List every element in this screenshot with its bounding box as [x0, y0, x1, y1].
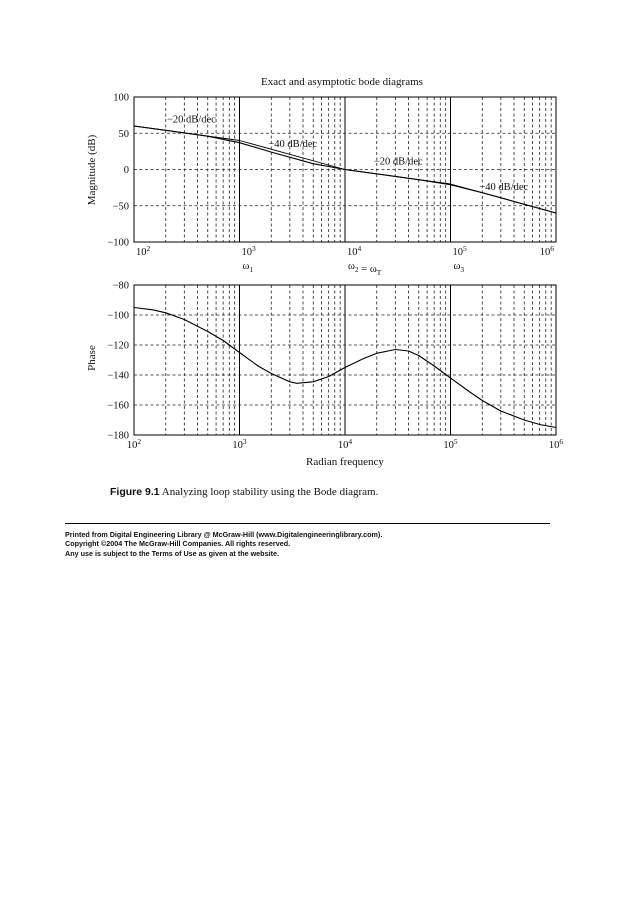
slope-annotation: −20 dB/dec: [167, 114, 216, 126]
phase-plot: [86, 281, 563, 469]
x-tick-sublabel: $\omega_1$: [242, 261, 254, 274]
slope-annotation: −40 dB/dec: [479, 181, 529, 193]
slope-annotation: −20 dB/dec: [373, 156, 423, 168]
x-tick-label: $10^3$: [241, 244, 256, 258]
y-tick-label: −180: [107, 430, 129, 442]
x-tick-label: $10^2$: [136, 244, 151, 258]
footer-rule: [65, 523, 550, 524]
y-tick-label: 100: [113, 92, 129, 104]
y-tick-label: 50: [118, 128, 129, 140]
phase-grid: [134, 285, 556, 435]
footer-line-3: Any use is subject to the Terms of Use as given at the website.: [65, 548, 279, 558]
caption-text: Analyzing loop stability using the Bode diagram.: [159, 486, 379, 498]
y-tick-label: −80: [112, 280, 129, 292]
figure-caption: [110, 486, 378, 498]
x-tick-label: $10^3$: [232, 437, 247, 451]
x-tick-label: $10^4$: [337, 437, 353, 451]
chart-title: Exact and asymptotic bode diagrams: [261, 76, 423, 88]
y-tick-label: −100: [107, 237, 129, 249]
x-tick-label: $10^6$: [539, 244, 554, 258]
phase-y-label: Phase: [86, 345, 98, 371]
caption-label: Figure 9.1: [110, 486, 160, 498]
y-tick-label: 0: [123, 165, 129, 176]
phase-y-ticks: [107, 281, 129, 442]
phase-x-ticks: [127, 437, 564, 451]
y-tick-label: −140: [107, 370, 129, 382]
magnitude-y-label: Magnitude (dB): [86, 134, 98, 206]
magnitude-x-ticks: [136, 244, 554, 277]
magnitude-plot: [86, 76, 556, 277]
x-tick-label: $10^5$: [452, 244, 467, 258]
magnitude-annotations: [167, 114, 529, 192]
footer-line-2: Copyright ©2004 The McGraw-Hill Companies. All rights reserved.: [65, 539, 291, 549]
slope-annotation: −40 dB/dec: [268, 139, 318, 151]
x-tick-sublabel: $\omega_3$: [453, 261, 465, 274]
y-tick-label: −100: [107, 310, 129, 322]
footer-notice: [65, 530, 382, 558]
y-tick-label: −120: [107, 340, 129, 352]
magnitude-y-ticks: [107, 93, 129, 249]
x-tick-label: $10^5$: [443, 437, 458, 451]
footer-line-1: Printed from Digital Engineering Library @ McGraw-Hill (www.Digitalengineeringlibrary.com).: [65, 530, 383, 539]
x-tick-sublabel: $\omega_2 = \omega_T$: [348, 261, 382, 277]
y-tick-label: −160: [107, 400, 129, 412]
y-tick-label: −50: [112, 201, 129, 213]
x-tick-label: $10^6$: [548, 437, 564, 451]
x-tick-label: $10^2$: [126, 437, 142, 451]
phase-x-label: Radian frequency: [306, 456, 384, 468]
x-tick-label: $10^4$: [347, 244, 362, 258]
